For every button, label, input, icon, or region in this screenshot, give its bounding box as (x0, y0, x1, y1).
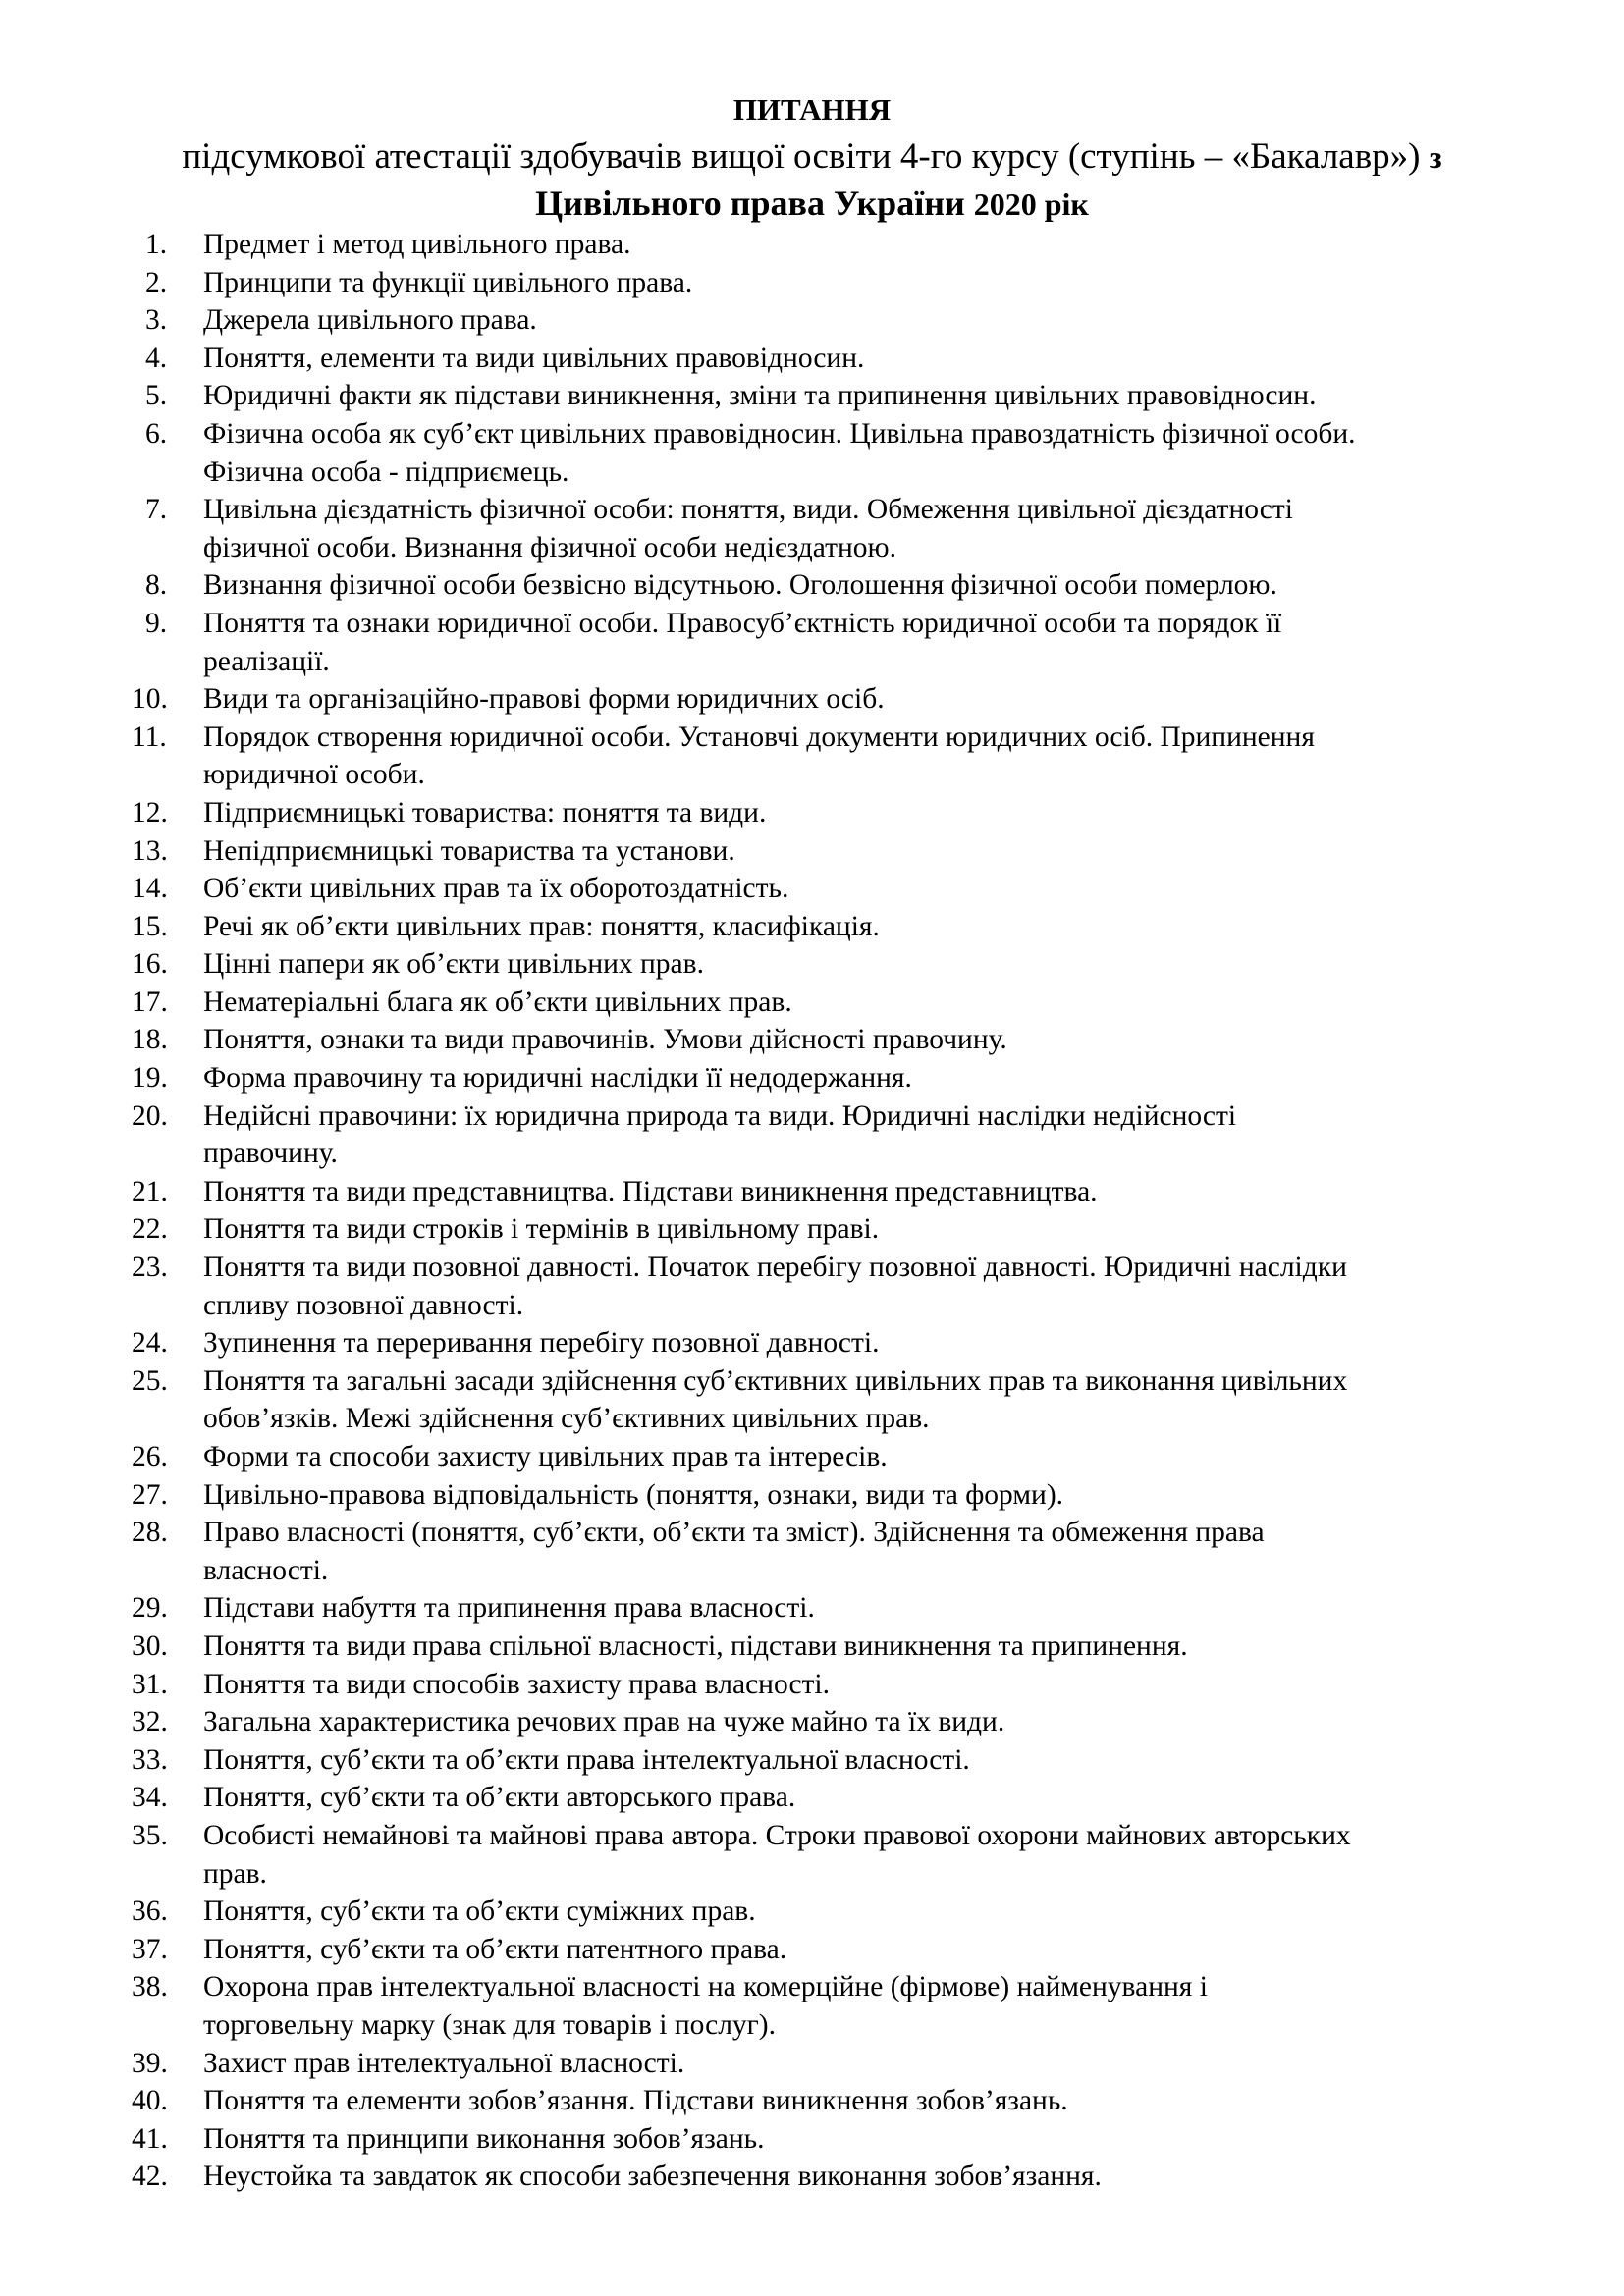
question-text-line: Право власності (поняття, суб’єкти, об’єкти та зміст). Здійснення та обмеження права (203, 1517, 1265, 1549)
question-text-line: Охорона прав інтелектуальної власності на комерційне (фірмове) найменування і (203, 1971, 1208, 2003)
question-item (0, 1779, 1624, 1817)
question-number: 28. (132, 1517, 168, 1549)
question-item (0, 605, 1624, 680)
question-number: 6. (145, 417, 168, 450)
question-number: 27. (132, 1478, 168, 1511)
question-number: 3. (145, 304, 168, 337)
question-number: 10. (132, 683, 168, 716)
page-title: ПИТАННЯ (732, 92, 892, 127)
question-number: 39. (132, 2047, 168, 2079)
question-number: 38. (132, 1971, 168, 2003)
question-text-line: Підприємницькі товариства: поняття та види. (203, 796, 767, 828)
question-number: 35. (132, 1819, 168, 1851)
question-text-line: Форми та способи захисту цивільних прав та інтересів. (203, 1441, 888, 1472)
question-item (0, 1173, 1624, 1211)
question-item (0, 1893, 1624, 1931)
question-number: 40. (132, 2085, 168, 2117)
question-text-line: Принципи та функції цивільного права. (203, 266, 693, 298)
question-number: 22. (132, 1213, 168, 1246)
question-number: 37. (132, 1933, 168, 1965)
question-text-line: Поняття та види позовної давності. Початок перебігу позовної давності. Юридичні наслідки (203, 1252, 1347, 1284)
question-number: 24. (132, 1327, 168, 1360)
question-text-line: Фізична особа - підприємець. (203, 455, 569, 488)
question-text-line: Цивільно-правова відповідальність (поняття, ознаки, види та форми). (203, 1478, 1064, 1511)
question-item (0, 1097, 1624, 1173)
question-text-line: Джерела цивільного права. (203, 304, 537, 337)
question-text-line: Поняття, суб’єкти та об’єкти суміжних прав. (203, 1896, 756, 1928)
question-text-line: Поняття та види права спільної власності, підстави виникнення та припинення. (203, 1629, 1188, 1662)
question-text-line: Нематеріальні блага як об’єкти цивільних прав. (203, 986, 792, 1018)
question-item (0, 680, 1624, 719)
question-number: 25. (132, 1364, 168, 1397)
question-item (0, 1817, 1624, 1893)
question-item (0, 1438, 1624, 1476)
question-text-line: Фізична особа як суб’єкт цивільних правовідносин. Цивільна правоздатність фізичної особи. (203, 417, 1356, 450)
question-text-line: Речі як об’єкти цивільних прав: поняття, класифікація. (203, 910, 880, 942)
question-text-line: обов’язків. Межі здійснення суб’єктивних цивільних прав. (203, 1403, 930, 1435)
question-text-line: Поняття, ознаки та види правочинів. Умови дійсності правочину. (203, 1024, 1007, 1056)
question-number: 8. (145, 569, 168, 602)
question-item (0, 340, 1624, 378)
question-list (0, 226, 1624, 2196)
question-text-line: Поняття та ознаки юридичної особи. Правосуб’єктність юридичної особи та порядок її (203, 607, 1282, 639)
question-number: 17. (132, 986, 168, 1018)
question-item (0, 1666, 1624, 1704)
question-item (0, 1628, 1624, 1666)
question-item (0, 2120, 1624, 2159)
question-number: 36. (132, 1896, 168, 1928)
question-text-line: Поняття, елементи та види цивільних правовідносин. (203, 342, 865, 374)
question-number: 4. (145, 342, 168, 374)
subject-text: Цивільного права України (535, 184, 965, 223)
document-subtitle (98, 135, 1526, 179)
question-number: 16. (132, 948, 168, 981)
question-text-line: Поняття, суб’єкти та об’єкти права інтелектуальної власності. (203, 1743, 970, 1776)
question-text-line: Поняття та види способів захисту права власності. (203, 1668, 830, 1700)
question-item (0, 1210, 1624, 1249)
question-text-line: Поняття та види представництва. Підстави виникнення представництва. (203, 1175, 1098, 1207)
question-text-line: Поняття та види строків і термінів в цивільному праві. (203, 1213, 880, 1246)
question-number: 23. (132, 1252, 168, 1284)
question-number: 1. (145, 229, 168, 260)
question-number: 42. (132, 2161, 168, 2193)
question-text-line: Непідприємницькі товариства та установи. (203, 834, 735, 867)
question-number: 12. (132, 796, 168, 828)
question-item (0, 566, 1624, 605)
question-item (0, 908, 1624, 946)
question-text-line: Об’єкти цивільних прав та їх оборотоздатність. (203, 873, 789, 905)
question-item (0, 832, 1624, 871)
question-item (0, 1514, 1624, 1589)
question-text-line: Визнання фізичної особи безвісно відсутньою. Оголошення фізичної особи померлою. (203, 569, 1277, 602)
question-text-line: прав. (203, 1857, 267, 1890)
question-item (0, 945, 1624, 984)
question-item (0, 794, 1624, 832)
document-subject (0, 181, 1624, 227)
question-item (0, 226, 1624, 264)
question-text-line: Особисті немайнові та майнові права автора. Строки правової охорони майнових авторських (203, 1819, 1351, 1851)
question-text-line: Підстави набуття та припинення права власності. (203, 1592, 815, 1625)
question-number: 14. (132, 873, 168, 905)
question-number: 19. (132, 1062, 168, 1095)
question-number: 21. (132, 1175, 168, 1207)
question-item (0, 415, 1624, 491)
question-item (0, 1703, 1624, 1741)
question-item (0, 1931, 1624, 1969)
question-number: 2. (145, 266, 168, 298)
question-number: 30. (132, 1629, 168, 1662)
question-item (0, 2158, 1624, 2196)
question-text-line: Види та організаційно-правові форми юридичних осіб. (203, 683, 885, 716)
question-text-line: Форма правочину та юридичні наслідки її недодержання. (203, 1062, 912, 1095)
question-text-line: юридичної особи. (203, 759, 425, 791)
question-number: 9. (145, 607, 168, 639)
question-item (0, 1968, 1624, 2044)
question-text-line: Цивільна дієздатність фізичної особи: поняття, види. Обмеження цивільної дієздатності (203, 494, 1293, 526)
question-text-line: Поняття та елементи зобов’язання. Підстави виникнення зобов’язань. (203, 2085, 1068, 2117)
question-text-line: фізичної особи. Визнання фізичної особи недієздатною. (203, 531, 896, 563)
question-item (0, 301, 1624, 340)
question-item (0, 377, 1624, 415)
question-text-line: Поняття та загальні засади здійснення суб’єктивних цивільних прав та виконання цивільних (203, 1364, 1348, 1397)
subject-year: 2020 рік (973, 187, 1089, 222)
question-text-line: Поняття та принципи виконання зобов’язань. (203, 2122, 765, 2155)
question-item (0, 2082, 1624, 2120)
question-item (0, 1324, 1624, 1362)
question-item (0, 1741, 1624, 1780)
question-text-line: Поняття, суб’єкти та об’єкти авторського права. (203, 1782, 796, 1814)
question-number: 20. (132, 1099, 168, 1132)
question-text-line: Недійсні правочини: їх юридична природа та види. Юридичні наслідки недійсності (203, 1099, 1237, 1132)
question-item (0, 870, 1624, 908)
question-number: 26. (132, 1441, 168, 1472)
subtitle-text: підсумкової атестації здобувачів вищої освіти 4-го курсу (ступінь – «Бакалавр») (182, 136, 1421, 177)
question-number: 11. (132, 721, 167, 753)
question-text-line: правочину. (203, 1138, 338, 1170)
question-text-line: Предмет і метод цивільного права. (203, 229, 631, 260)
question-text-line: Неустойка та завдаток як способи забезпечення виконання зобов’язання. (203, 2161, 1102, 2193)
question-item (0, 1249, 1624, 1324)
question-number: 41. (132, 2122, 168, 2155)
question-text-line: власності. (203, 1554, 329, 1586)
question-text-line: Порядок створення юридичної особи. Установчі документи юридичних осіб. Припинення (203, 721, 1315, 753)
question-number: 32. (132, 1706, 168, 1738)
question-text-line: спливу позовної давності. (203, 1289, 524, 1321)
question-text-line: Юридичні факти як підстави виникнення, зміни та припинення цивільних правовідносин. (203, 380, 1317, 412)
question-number: 5. (145, 380, 168, 412)
question-number: 7. (145, 494, 168, 526)
question-number: 18. (132, 1024, 168, 1056)
question-text-line: Загальна характеристика речових прав на чуже майно та їх види. (203, 1706, 1005, 1738)
question-item (0, 1362, 1624, 1438)
question-item (0, 264, 1624, 302)
question-item (0, 1059, 1624, 1097)
question-number: 15. (132, 910, 168, 942)
question-item (0, 2045, 1624, 2083)
question-item (0, 719, 1624, 794)
question-item (0, 984, 1624, 1022)
question-item (0, 491, 1624, 566)
question-item (0, 1021, 1624, 1059)
question-number: 33. (132, 1743, 168, 1776)
question-number: 31. (132, 1668, 168, 1700)
subtitle-suffix: з (1429, 139, 1442, 175)
question-text-line: Цінні папери як об’єкти цивільних прав. (203, 948, 704, 981)
question-text-line: реалізації. (203, 645, 330, 677)
question-text-line: Захист прав інтелектуальної власності. (203, 2047, 685, 2079)
question-text-line: Поняття, суб’єкти та об’єкти патентного права. (203, 1933, 787, 1965)
question-number: 34. (132, 1782, 168, 1814)
question-text-line: Зупинення та переривання перебігу позовної давності. (203, 1327, 880, 1360)
question-item (0, 1589, 1624, 1628)
question-text-line: торговельну марку (знак для товарів і послуг). (203, 2008, 776, 2041)
question-number: 13. (132, 834, 168, 867)
question-item (0, 1476, 1624, 1515)
question-number: 29. (132, 1592, 168, 1625)
